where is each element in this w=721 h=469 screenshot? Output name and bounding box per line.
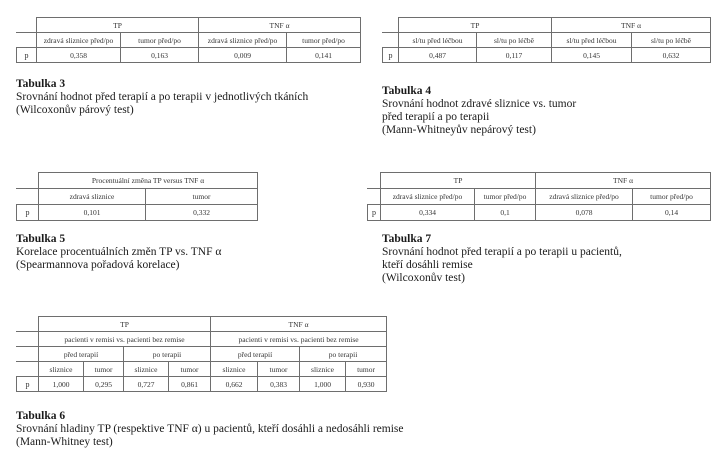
value-cell: 0,101 <box>39 205 146 221</box>
column-header: zdravá sliznice před/po <box>536 189 633 205</box>
column-header: zdravá sliznice před/po <box>381 189 475 205</box>
header-tp: TP <box>399 18 552 33</box>
caption-line: Srovnání hodnot zdravé sliznice vs. tumor <box>382 98 577 110</box>
value-cell: 0,930 <box>346 377 387 392</box>
table-5 <box>16 172 258 221</box>
value-cell: 0,727 <box>124 377 169 392</box>
header-tp: TP <box>381 173 536 189</box>
caption-line: (Mann-Whitney test) <box>16 436 113 448</box>
column-header: sliznice <box>211 362 258 377</box>
value-cell: 0,009 <box>199 48 287 63</box>
caption-title: Tabulka 7 <box>382 233 432 245</box>
group-header: pacienti v remisi vs. pacienti bez remise <box>211 332 387 347</box>
corner-cell <box>383 33 399 48</box>
value-cell: 0,078 <box>536 205 633 221</box>
table-4 <box>382 17 711 63</box>
value-cell: 0,383 <box>258 377 300 392</box>
column-header: tumor <box>346 362 387 377</box>
header-percent-change: Procentuální změna TP versus TNF α <box>39 173 258 189</box>
value-cell: 0,14 <box>633 205 711 221</box>
table-7 <box>367 172 711 221</box>
value-cell: 1,000 <box>300 377 346 392</box>
subgroup-header: po terapii <box>124 347 211 362</box>
caption-line: kteří dosáhli remise <box>382 259 473 271</box>
column-header: tumor před/po <box>633 189 711 205</box>
row-label-p: p <box>17 377 39 392</box>
value-cell: 0,334 <box>381 205 475 221</box>
value-cell: 0,487 <box>399 48 477 63</box>
caption-table-4 <box>382 85 576 137</box>
column-header: sl/tu před léčbou <box>399 33 477 48</box>
column-header: zdravá sliznice před/po <box>199 33 287 48</box>
value-cell: 0,295 <box>84 377 124 392</box>
header-tnf: TNF α <box>536 173 711 189</box>
column-header: tumor před/po <box>475 189 536 205</box>
column-header: tumor <box>169 362 211 377</box>
corner-cell <box>368 189 381 205</box>
subgroup-header: po terapii <box>300 347 387 362</box>
corner-cell <box>17 362 39 377</box>
row-label-p: p <box>368 205 381 221</box>
row-label-p: p <box>17 205 39 221</box>
value-cell: 0,141 <box>287 48 361 63</box>
caption-line: Srovnání hodnot před terapií a po terapii u pacientů, <box>382 246 622 258</box>
column-header: sl/tu po léčbě <box>632 33 711 48</box>
caption-line: (Wilcoxonův párový test) <box>16 104 134 116</box>
header-tp: TP <box>37 18 199 33</box>
corner-cell <box>17 332 39 347</box>
value-cell: 0,332 <box>146 205 258 221</box>
caption-table-5 <box>16 233 221 272</box>
column-header: sliznice <box>39 362 84 377</box>
caption-table-7 <box>382 233 622 285</box>
value-cell: 0,117 <box>477 48 552 63</box>
row-label-p: p <box>17 48 37 63</box>
value-cell: 0,1 <box>475 205 536 221</box>
corner-cell <box>17 173 39 189</box>
column-header: zdravá sliznice před/po <box>37 33 121 48</box>
caption-line: (Mann-Whitneyův nepárový test) <box>382 124 536 136</box>
caption-table-3 <box>16 78 308 117</box>
value-cell: 1,000 <box>39 377 84 392</box>
value-cell: 0,145 <box>552 48 632 63</box>
caption-line: před terapií a po terapii <box>382 111 490 123</box>
table-6 <box>16 316 387 392</box>
subgroup-header: před terapií <box>211 347 300 362</box>
corner-cell <box>383 18 399 33</box>
value-cell: 0,861 <box>169 377 211 392</box>
header-tp: TP <box>39 317 211 332</box>
corner-cell <box>17 189 39 205</box>
caption-line: Srovnání hladiny TP (respektive TNF α) u pacientů, kteří dosáhli a nedosáhli remise <box>16 423 404 435</box>
caption-line: (Wilcoxonův test) <box>382 272 465 284</box>
column-header: tumor <box>146 189 258 205</box>
column-header: tumor <box>84 362 124 377</box>
column-header: sl/tu před léčbou <box>552 33 632 48</box>
value-cell: 0,163 <box>121 48 199 63</box>
column-header: sl/tu po léčbě <box>477 33 552 48</box>
corner-cell <box>17 33 37 48</box>
table-3 <box>16 17 361 63</box>
column-header: tumor před/po <box>287 33 361 48</box>
caption-title: Tabulka 5 <box>16 233 66 245</box>
header-tnf: TNF α <box>552 18 711 33</box>
header-tnf: TNF α <box>211 317 387 332</box>
value-cell: 0,632 <box>632 48 711 63</box>
caption-title: Tabulka 3 <box>16 78 66 90</box>
corner-cell <box>17 347 39 362</box>
corner-cell <box>17 18 37 33</box>
caption-line: Srovnání hodnot před terapií a po terapii v jednotlivých tkáních <box>16 91 309 103</box>
column-header: tumor před/po <box>121 33 199 48</box>
column-header: zdravá sliznice <box>39 189 146 205</box>
column-header: sliznice <box>124 362 169 377</box>
column-header: sliznice <box>300 362 346 377</box>
row-label-p: p <box>383 48 399 63</box>
caption-title: Tabulka 4 <box>382 85 432 97</box>
corner-cell <box>368 173 381 189</box>
header-tnf: TNF α <box>199 18 361 33</box>
value-cell: 0,662 <box>211 377 258 392</box>
column-header: tumor <box>258 362 300 377</box>
caption-title: Tabulka 6 <box>16 410 66 422</box>
subgroup-header: před terapií <box>39 347 124 362</box>
caption-table-6 <box>16 410 403 449</box>
value-cell: 0,358 <box>37 48 121 63</box>
group-header: pacienti v remisi vs. pacienti bez remise <box>39 332 211 347</box>
corner-cell <box>17 317 39 332</box>
caption-line: Korelace procentuálních změn TP vs. TNF α <box>16 246 222 258</box>
caption-line: (Spearmannova pořadová korelace) <box>16 259 180 271</box>
